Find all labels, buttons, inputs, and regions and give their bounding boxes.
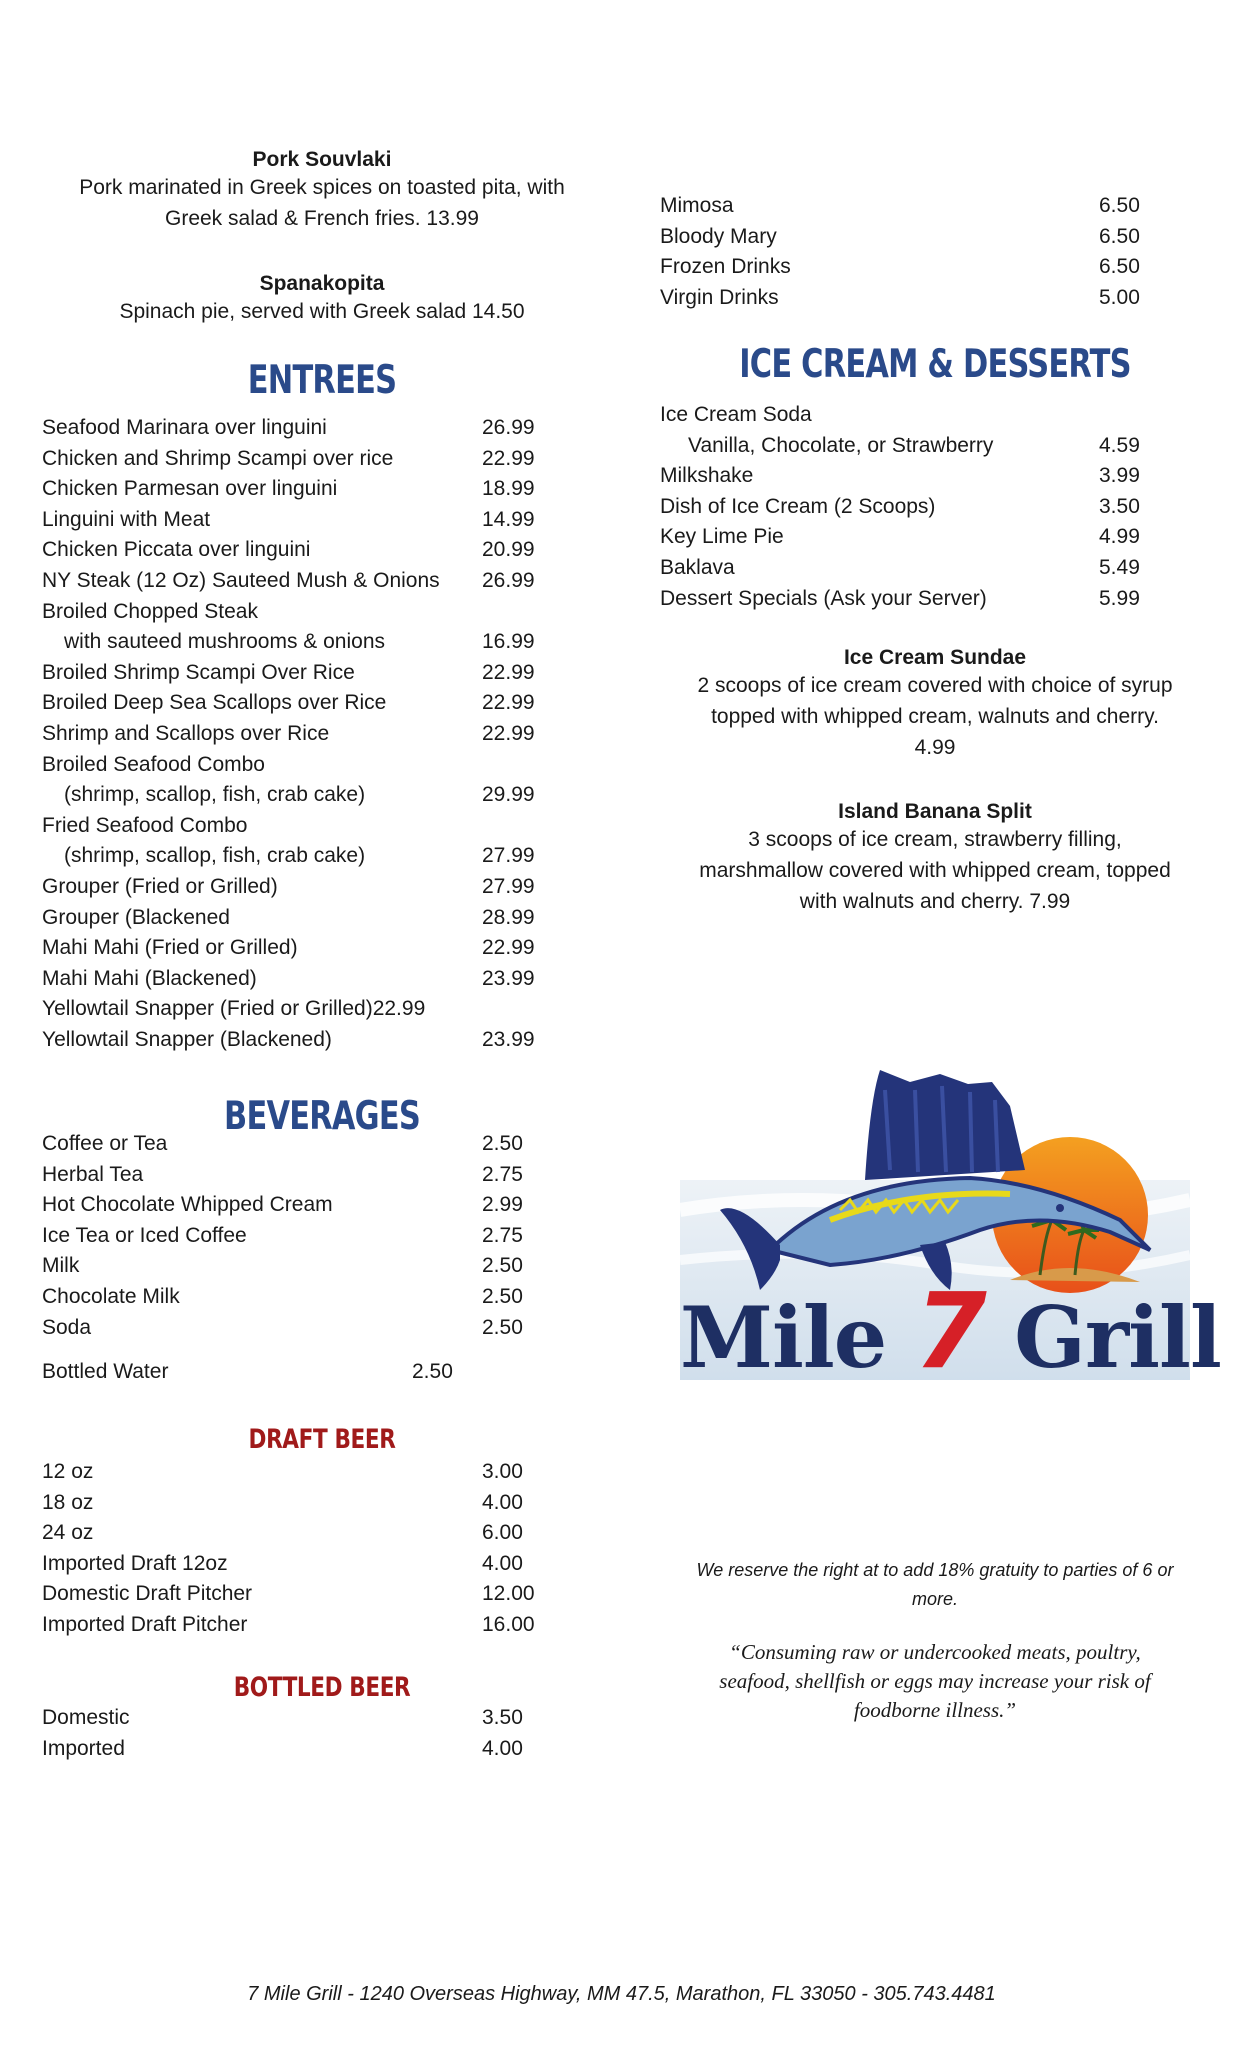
beverage-name: Hot Chocolate Whipped Cream xyxy=(42,1193,333,1217)
banana-split-desc-2: marshmallow covered with whipped cream, topped xyxy=(699,859,1171,882)
entree-price: 18.99 xyxy=(482,477,535,501)
dessert-name: Baklava xyxy=(660,556,735,579)
draft-beer-name: 12 oz xyxy=(42,1460,94,1483)
beverage-price: 2.99 xyxy=(482,1193,523,1217)
entree-row xyxy=(42,535,535,565)
dessert-price: 5.99 xyxy=(1099,586,1140,610)
entree-row xyxy=(42,872,535,902)
entree-price: 22.99 xyxy=(482,691,535,715)
entree-row xyxy=(64,780,535,810)
entree-name: Yellowtail Snapper (Fried or Grilled)22.99 xyxy=(42,997,426,1021)
dessert-price: 4.99 xyxy=(1099,525,1140,549)
dessert-name: Ice Cream Soda xyxy=(660,403,812,426)
spanakopita-desc: Spinach pie, served with Greek salad 14.50 xyxy=(119,300,525,323)
entree-row xyxy=(42,474,535,504)
drink-price: 6.50 xyxy=(1099,194,1140,217)
logo-wordmark xyxy=(680,1270,1221,1392)
entree-price: 27.99 xyxy=(482,844,535,868)
beverage-name: Chocolate Milk xyxy=(42,1285,180,1308)
bottled-beer-price: 4.00 xyxy=(482,1736,523,1760)
dessert-name: Dish of Ice Cream (2 Scoops) xyxy=(660,494,936,518)
entree-name: Fried Seafood Combo xyxy=(42,813,248,837)
entree-price: 28.99 xyxy=(482,905,535,929)
logo-text-grill: Grill xyxy=(1014,1288,1221,1387)
entree-name: Mahi Mahi (Blackened) xyxy=(42,966,257,990)
draft-beer-row xyxy=(42,1457,523,1487)
draft-beer-name: Domestic Draft Pitcher xyxy=(42,1582,253,1606)
entrees-heading: ENTREES xyxy=(247,358,397,403)
bottled-water-price: 2.50 xyxy=(412,1360,453,1383)
gratuity-note-line-2: more. xyxy=(911,1589,958,1609)
entree-row xyxy=(42,444,535,474)
drink-price: 6.50 xyxy=(1099,224,1140,248)
beverage-price: 2.50 xyxy=(482,1315,523,1339)
dessert-name: Key Lime Pie xyxy=(660,525,784,549)
entree-row xyxy=(42,933,535,963)
beverage-price: 2.50 xyxy=(482,1132,523,1155)
dessert-price: 3.99 xyxy=(1099,464,1140,488)
drink-price: 5.00 xyxy=(1099,285,1140,309)
banana-split-desc-1: 3 scoops of ice cream, strawberry filling, xyxy=(748,828,1122,851)
drink-row xyxy=(660,191,1140,221)
draft-beer-name: 18 oz xyxy=(42,1490,94,1514)
footer-address: 7 Mile Grill - 1240 Overseas Highway, MM 47.5, Marathon, FL 33050 - 305.743.4481 xyxy=(247,1983,996,2005)
dessert-row xyxy=(688,431,1140,461)
logo-text-mile: Mile xyxy=(680,1288,887,1387)
entree-name: Broiled Shrimp Scampi Over Rice xyxy=(42,660,355,684)
sundae-desc-2: topped with whipped cream, walnuts and cherry. xyxy=(711,705,1159,728)
beverage-name: Ice Tea or Iced Coffee xyxy=(42,1223,247,1247)
entree-row xyxy=(42,597,258,627)
drink-name: Mimosa xyxy=(660,194,734,217)
entree-row xyxy=(42,903,535,933)
entree-name: with sauteed mushrooms & onions xyxy=(64,630,385,654)
dessert-row xyxy=(660,584,1140,614)
draft-beer-row xyxy=(42,1549,523,1579)
banana-split-title: Island Banana Split xyxy=(838,800,1032,823)
dessert-name: Dessert Specials (Ask your Server) xyxy=(660,586,987,610)
bottled-beer-heading: BOTTLED BEER xyxy=(233,1672,411,1703)
entree-row xyxy=(42,994,425,1024)
beverage-row xyxy=(42,1129,523,1159)
entree-price: 23.99 xyxy=(482,1028,535,1051)
draft-beer-price: 4.00 xyxy=(482,1551,523,1575)
entree-price: 29.99 xyxy=(482,783,535,807)
sundae-title: Ice Cream Sundae xyxy=(843,646,1027,669)
entree-row xyxy=(42,1025,535,1055)
beverage-row xyxy=(42,1190,523,1220)
pork-souvlaki-desc-2: Greek salad & French fries. 13.99 xyxy=(165,207,479,230)
beverage-name: Soda xyxy=(42,1315,92,1339)
draft-beer-row xyxy=(42,1579,535,1609)
entree-price: 22.99 xyxy=(482,936,535,960)
beverage-row xyxy=(42,1221,523,1251)
entree-row xyxy=(42,719,535,749)
entree-name: Yellowtail Snapper (Blackened) xyxy=(42,1028,332,1051)
dessert-price: 5.49 xyxy=(1099,556,1140,579)
beverage-row xyxy=(42,1251,523,1281)
dessert-row xyxy=(660,400,812,430)
draft-beer-price: 6.00 xyxy=(482,1521,523,1545)
entree-row xyxy=(42,413,535,443)
health-warning xyxy=(660,1638,1210,1725)
draft-beer-heading: DRAFT BEER xyxy=(248,1424,396,1455)
draft-beer-name: Imported Draft 12oz xyxy=(42,1551,228,1575)
health-warning-line-2: seafood, shellfish or eggs may increase your risk of xyxy=(719,1669,1151,1693)
dessert-price: 3.50 xyxy=(1099,494,1140,518)
drink-price: 6.50 xyxy=(1099,255,1140,279)
dessert-row xyxy=(660,522,1140,552)
restaurant-logo xyxy=(680,1060,1221,1405)
banana-split-desc-3: with walnuts and cherry. 7.99 xyxy=(799,890,1071,913)
bottled-beer-price: 3.50 xyxy=(482,1706,523,1729)
dessert-price: 4.59 xyxy=(1099,433,1140,457)
logo-text-7: 7 xyxy=(914,1270,986,1392)
beverage-row xyxy=(42,1282,523,1312)
entree-name: Grouper (Fried or Grilled) xyxy=(42,875,278,898)
beverages-heading: BEVERAGES xyxy=(224,1094,420,1139)
entree-price: 16.99 xyxy=(482,630,535,654)
draft-beer-name: 24 oz xyxy=(42,1521,94,1545)
entree-name: Chicken Parmesan over linguini xyxy=(42,477,338,501)
entree-row xyxy=(64,841,535,871)
beverage-row xyxy=(42,1160,523,1190)
bottled-beer-name: Domestic xyxy=(42,1706,130,1729)
sundae-desc-3: 4.99 xyxy=(914,736,956,759)
draft-beer-row xyxy=(42,1518,523,1548)
entree-name: Chicken Piccata over linguini xyxy=(42,538,311,562)
entree-row xyxy=(42,505,535,535)
entree-name: Seafood Marinara over linguini xyxy=(42,416,327,439)
bottled-water-row xyxy=(42,1357,453,1387)
entree-price: 22.99 xyxy=(482,722,535,745)
bottled-beer-row xyxy=(42,1703,523,1733)
bottled-beer-name: Imported xyxy=(42,1736,125,1760)
dessert-row xyxy=(660,492,1140,522)
dessert-name: Milkshake xyxy=(660,464,754,488)
gratuity-note xyxy=(660,1556,1210,1614)
entree-name: Broiled Seafood Combo xyxy=(42,752,265,776)
dessert-row xyxy=(660,553,1140,583)
beverage-name: Milk xyxy=(42,1254,80,1278)
drink-name: Bloody Mary xyxy=(660,224,777,248)
bottled-water-name: Bottled Water xyxy=(42,1360,169,1383)
health-warning-line-3: foodborne illness.” xyxy=(853,1698,1017,1722)
beverage-name: Coffee or Tea xyxy=(42,1132,168,1155)
draft-beer-row xyxy=(42,1488,523,1518)
drink-row xyxy=(660,252,1140,282)
pork-souvlaki-desc-1: Pork marinated in Greek spices on toasted pita, with xyxy=(79,176,565,199)
gratuity-note-line-1: We reserve the right at to add 18% gratuity to parties of 6 or xyxy=(696,1560,1174,1580)
drink-row xyxy=(660,283,1140,313)
entree-price: 14.99 xyxy=(482,507,535,531)
bottled-beer-row xyxy=(42,1734,523,1764)
draft-beer-row xyxy=(42,1610,535,1640)
drink-name: Virgin Drinks xyxy=(660,285,779,309)
entree-row xyxy=(42,964,535,994)
drink-row xyxy=(660,222,1140,252)
beverage-price: 2.75 xyxy=(482,1162,523,1186)
entree-price: 22.99 xyxy=(482,446,535,470)
pork-souvlaki-block xyxy=(42,148,602,234)
beverage-name: Herbal Tea xyxy=(42,1162,144,1186)
entree-price: 23.99 xyxy=(482,966,535,990)
entree-row xyxy=(64,627,535,657)
health-warning-line-1: “Consuming raw or undercooked meats, poultry, xyxy=(729,1640,1141,1664)
entree-price: 20.99 xyxy=(482,538,535,562)
spanakopita-block xyxy=(42,272,602,327)
entree-name: Chicken and Shrimp Scampi over rice xyxy=(42,446,394,470)
draft-beer-price: 4.00 xyxy=(482,1490,523,1514)
entree-name: (shrimp, scallop, fish, crab cake) xyxy=(64,783,366,807)
entree-row xyxy=(42,658,535,688)
entree-row xyxy=(42,688,535,718)
desserts-heading: ICE CREAM & DESSERTS xyxy=(739,342,1131,387)
entree-row xyxy=(42,566,535,596)
sundae-block xyxy=(660,646,1210,763)
entree-price: 26.99 xyxy=(482,569,535,592)
entree-name: Grouper (Blackened xyxy=(42,905,230,929)
entree-price: 22.99 xyxy=(482,660,535,684)
pork-souvlaki-title: Pork Souvlaki xyxy=(252,148,392,171)
entree-name: (shrimp, scallop, fish, crab cake) xyxy=(64,844,366,868)
beverage-row xyxy=(42,1313,523,1343)
draft-beer-name: Imported Draft Pitcher xyxy=(42,1613,248,1636)
entree-name: NY Steak (12 Oz) Sauteed Mush & Onions xyxy=(42,569,440,592)
spanakopita-title: Spanakopita xyxy=(259,272,385,295)
beverage-price: 2.50 xyxy=(482,1285,523,1308)
entree-name: Broiled Chopped Steak xyxy=(42,599,258,623)
beverage-price: 2.50 xyxy=(482,1254,523,1278)
sundae-desc-1: 2 scoops of ice cream covered with choice of syrup xyxy=(697,674,1173,697)
draft-beer-price: 16.00 xyxy=(482,1613,535,1636)
entree-row xyxy=(42,811,247,841)
draft-beer-price: 12.00 xyxy=(482,1582,535,1606)
dessert-row xyxy=(660,461,1140,491)
entree-name: Linguini with Meat xyxy=(42,507,211,531)
drink-name: Frozen Drinks xyxy=(660,255,791,279)
draft-beer-price: 3.00 xyxy=(482,1460,523,1483)
beverage-price: 2.75 xyxy=(482,1223,523,1247)
dessert-name: Vanilla, Chocolate, or Strawberry xyxy=(688,433,994,457)
entree-name: Mahi Mahi (Fried or Grilled) xyxy=(42,936,298,960)
entree-price: 26.99 xyxy=(482,416,535,439)
entree-row xyxy=(42,750,265,780)
entree-name: Broiled Deep Sea Scallops over Rice xyxy=(42,691,387,715)
entree-price: 27.99 xyxy=(482,875,535,898)
entree-name: Shrimp and Scallops over Rice xyxy=(42,722,330,745)
banana-split-block xyxy=(660,800,1210,917)
